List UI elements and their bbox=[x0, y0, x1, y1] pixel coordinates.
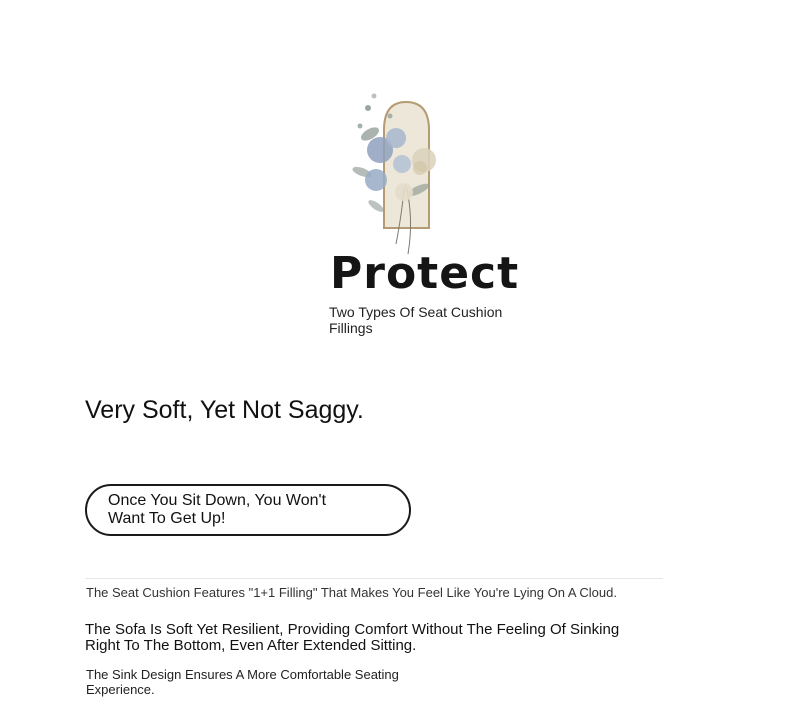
brand-title: Protect bbox=[330, 248, 520, 299]
feature-text-filling: The Seat Cushion Features "1+1 Filling" That Makes You Feel Like You're Lying On A Cloud. bbox=[86, 585, 617, 600]
feature-text-sink-design: The Sink Design Ensures A More Comfortable Seating Experience. bbox=[86, 667, 399, 697]
separator-line bbox=[85, 578, 663, 579]
feature-text-resilient: The Sofa Is Soft Yet Resilient, Providing Comfort Without The Feeling Of Sinking Right To The Bottom, Even After Extended Sitting. bbox=[85, 621, 620, 654]
page-headline: Very Soft, Yet Not Saggy. bbox=[85, 396, 364, 424]
callout-pill bbox=[85, 484, 411, 536]
brand-subtitle: Two Types Of Seat Cushion Fillings bbox=[329, 304, 503, 336]
callout-text: Once You Sit Down, You Won't Want To Get Up! bbox=[108, 492, 327, 527]
floral-bouquet-arch-icon bbox=[344, 68, 464, 258]
